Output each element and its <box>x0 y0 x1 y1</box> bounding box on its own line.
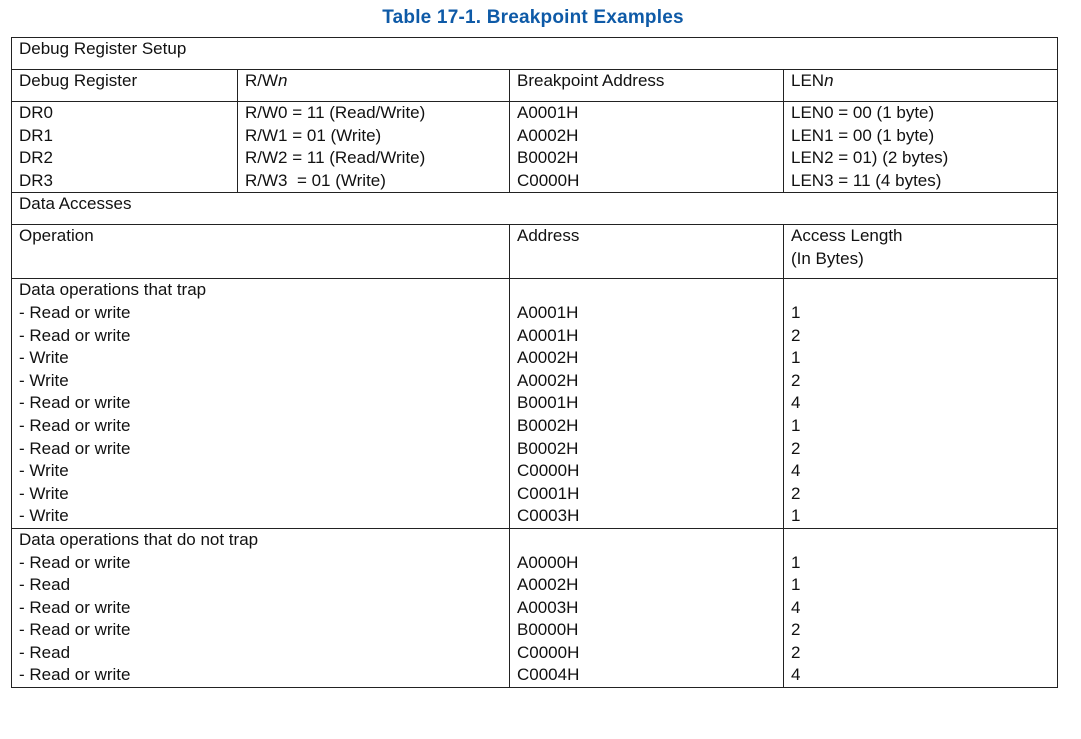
address-value: A0002H <box>517 370 579 390</box>
length-value: 1 <box>791 552 801 572</box>
length-value: 2 <box>791 325 801 345</box>
address-value: A0001H <box>517 302 579 322</box>
breakpoint-examples-table <box>11 37 1058 688</box>
header-access-length: Access Length (In Bytes) <box>784 225 1058 279</box>
accesses-section-row <box>12 193 1058 225</box>
list-item: - Read <box>19 575 71 595</box>
length-value: 4 <box>791 597 801 617</box>
length-value: 1 <box>791 415 801 435</box>
header-len-n: n <box>824 71 834 90</box>
address-value: B0002H <box>517 148 579 168</box>
header-operation: Operation <box>12 225 510 279</box>
debug-register-cell <box>12 102 238 193</box>
list-item: - Read or write <box>19 665 131 685</box>
len-value: LEN0 = 00 (1 byte) <box>791 103 935 122</box>
address-value: A0002H <box>517 125 579 145</box>
list-item: - Write <box>19 348 69 368</box>
len-value: LEN2 = 01) (2 bytes) <box>791 148 949 168</box>
address-value: B0001H <box>517 393 579 413</box>
notrap-row <box>12 528 1058 687</box>
length-value: 2 <box>791 438 801 458</box>
length-value: 2 <box>791 483 801 503</box>
length-value: 1 <box>791 348 801 368</box>
breakpoint-address-cell <box>510 102 784 193</box>
address-value: C0001H <box>517 483 580 503</box>
list-item: - Write <box>19 370 69 390</box>
length-value: 1 <box>791 575 801 595</box>
address-value: B0002H <box>517 415 579 435</box>
setup-section-row <box>12 38 1058 70</box>
header-breakpoint-address: Breakpoint Address <box>510 70 784 102</box>
list-item: - Read <box>19 642 71 662</box>
header-rw: R/Wn <box>238 70 510 102</box>
register-value: DR3 <box>19 170 54 190</box>
list-item: - Read or write <box>19 438 131 458</box>
len-value: LEN1 = 00 (1 byte) <box>791 125 935 145</box>
len-value: LEN3 = 11 (4 bytes) <box>791 170 942 190</box>
length-value: 2 <box>791 370 801 390</box>
notrap-group-label: Data operations that do not trap <box>19 529 259 549</box>
header-address: Address <box>510 225 784 279</box>
rw-value: R/W2 = 11 (Read/Write) <box>245 148 426 168</box>
address-value: A0002H <box>517 348 579 368</box>
notrap-operations-cell <box>12 528 510 687</box>
header-debug-register: Debug Register <box>12 70 238 102</box>
trap-row <box>12 279 1058 529</box>
header-rw-n: n <box>278 71 288 90</box>
notrap-length-cell <box>784 528 1058 687</box>
address-value: C0000H <box>517 461 580 481</box>
register-value: DR1 <box>19 125 54 145</box>
length-value: 4 <box>791 393 801 413</box>
address-value: A0001H <box>517 103 579 122</box>
address-value: C0000H <box>517 170 580 190</box>
rw-cell <box>238 102 510 193</box>
list-item: - Write <box>19 461 69 481</box>
address-value: C0004H <box>517 665 580 685</box>
list-item: - Read or write <box>19 552 131 572</box>
table-caption: Table 17-1. Breakpoint Examples <box>382 7 684 28</box>
length-value: 4 <box>791 665 801 685</box>
length-value: 4 <box>791 461 801 481</box>
rw-value: R/W3 = 01 (Write) <box>245 170 386 190</box>
length-value: 2 <box>791 620 801 640</box>
rw-value: R/W1 = 01 (Write) <box>245 125 382 145</box>
list-item: - Read or write <box>19 620 131 640</box>
length-value: 1 <box>791 302 801 322</box>
setup-body-row <box>12 102 1058 193</box>
setup-header-row <box>12 70 1058 102</box>
accesses-header-row <box>12 225 1058 279</box>
register-value: DR2 <box>19 148 54 168</box>
trap-group-label: Data operations that trap <box>19 280 207 300</box>
trap-address-cell <box>510 279 784 529</box>
register-value: DR0 <box>19 103 54 122</box>
list-item: - Write <box>19 483 69 503</box>
header-len: LENn <box>784 70 1058 102</box>
list-item: - Write <box>19 506 69 526</box>
address-value: A0002H <box>517 575 579 595</box>
setup-section-title: Debug Register Setup <box>12 38 1058 70</box>
accesses-section-title: Data Accesses <box>12 193 1058 225</box>
list-item: - Read or write <box>19 415 131 435</box>
address-value: B0002H <box>517 438 579 458</box>
list-item: - Read or write <box>19 393 131 413</box>
list-item: - Read or write <box>19 302 131 322</box>
address-value: C0000H <box>517 642 580 662</box>
list-item: - Read or write <box>19 597 131 617</box>
length-value: 2 <box>791 642 801 662</box>
length-value: 1 <box>791 506 801 526</box>
address-value: A0003H <box>517 597 579 617</box>
address-value: B0000H <box>517 620 579 640</box>
trap-length-cell <box>784 279 1058 529</box>
trap-operations-cell <box>12 279 510 529</box>
notrap-address-cell <box>510 528 784 687</box>
list-item: - Read or write <box>19 325 131 345</box>
address-value: A0000H <box>517 552 579 572</box>
address-value: A0001H <box>517 325 579 345</box>
len-cell <box>784 102 1058 193</box>
address-value: C0003H <box>517 506 580 526</box>
rw-value: R/W0 = 11 (Read/Write) <box>245 103 426 122</box>
